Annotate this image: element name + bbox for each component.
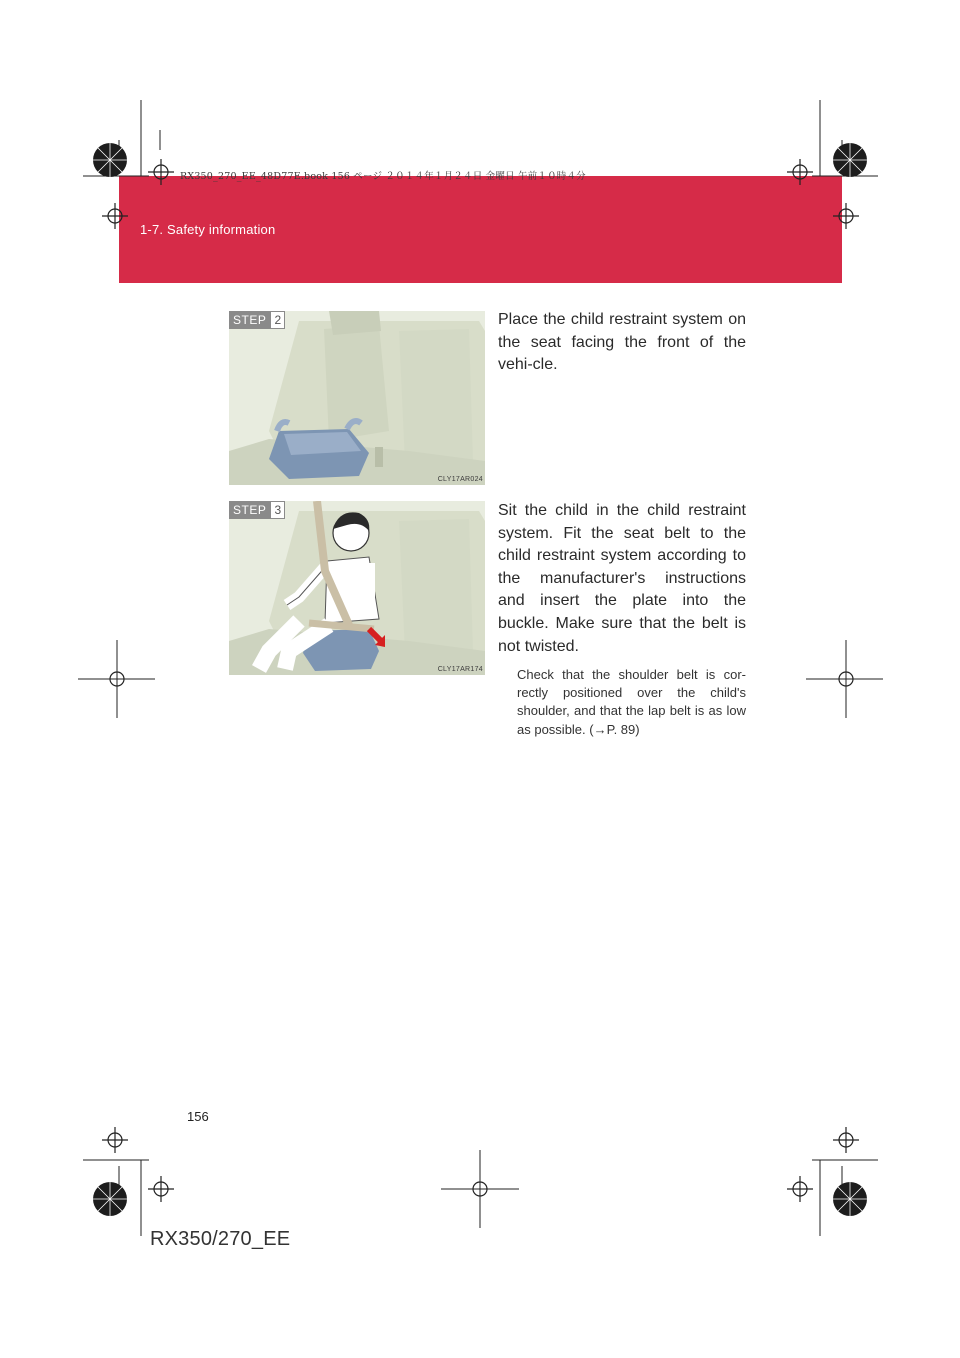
image-code: CLY17AR024: [437, 476, 483, 483]
image-code: CLY17AR174: [437, 666, 483, 673]
rear-seat-booster-illustration: [229, 311, 485, 485]
section-title: 1-7. Safety information: [140, 222, 276, 237]
child-in-booster-illustration: [229, 501, 485, 675]
step-3-note: Check that the shoulder belt is cor-rectly positioned over the child's shoulder, and that the lap belt is as low as possible. (→P. 89): [517, 667, 746, 737]
step-number: 2: [270, 311, 285, 329]
step-label: STEP: [229, 311, 270, 329]
step-2-badge: [229, 311, 285, 329]
page-number: 156: [187, 1109, 209, 1124]
step-3-badge: [229, 501, 285, 519]
step-number: 3: [270, 501, 285, 519]
step-2-illustration: [229, 311, 485, 485]
step-2-text: Place the child restraint system on the seat facing the front of the vehi-cle.: [498, 311, 746, 374]
print-info-line: RX350_270_EE_48D77E.book 156 ページ ２０１４年１月２４日 金曜日 午前１０時４分: [180, 171, 586, 182]
model-name: RX350/270_EE: [150, 1228, 291, 1250]
step-3-text: Sit the child in the child restraint system. Fit the seat belt to the child restraint system according to the manufacturer's instructions and insert the plate into the buckle. Make sure that the belt is not twisted.: [498, 502, 746, 655]
step-label: STEP: [229, 501, 270, 519]
step-3-illustration: [229, 501, 485, 675]
